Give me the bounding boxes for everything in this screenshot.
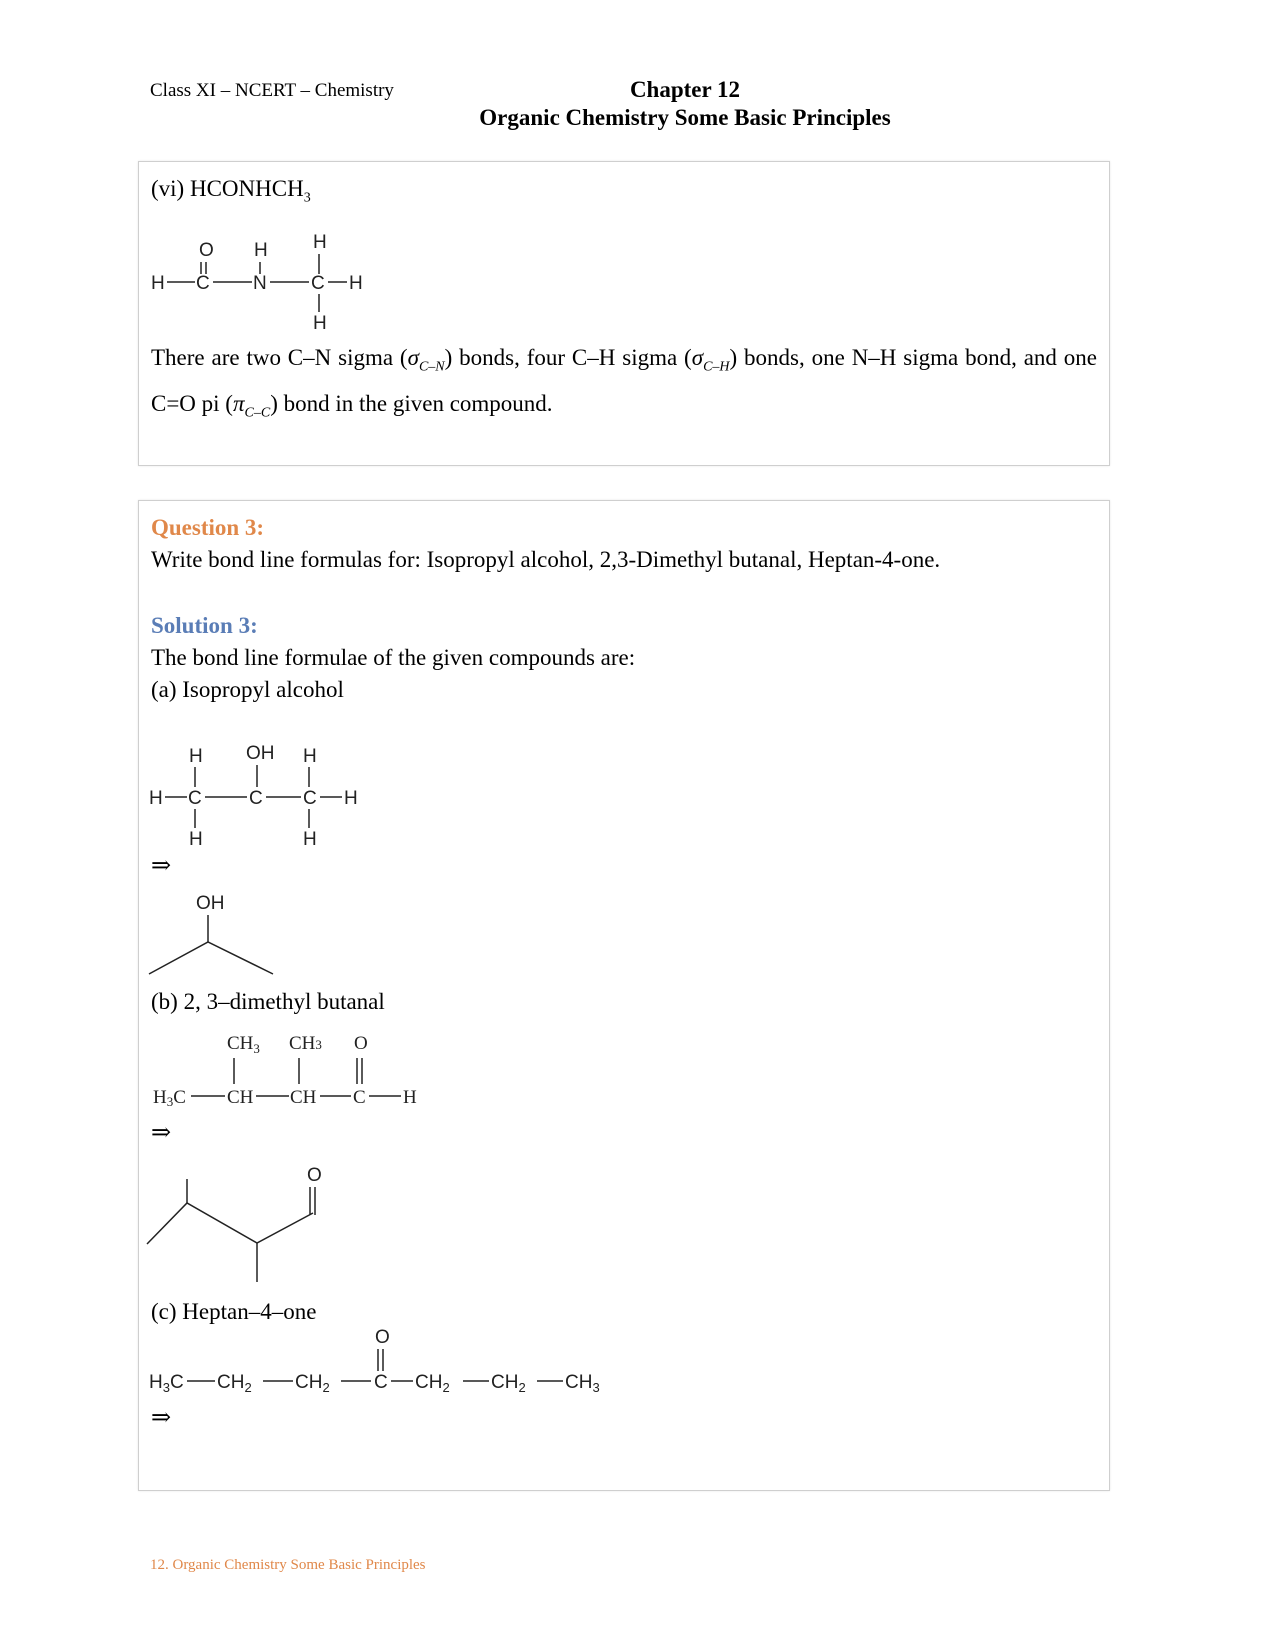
solution-title: Solution 3: <box>151 613 258 638</box>
svg-text:CH3: $CH_3$ <box>227 1033 260 1056</box>
svg-text:CH2: $CH_2$ <box>491 1372 526 1395</box>
svg-text:OH: OH <box>246 743 275 764</box>
svg-text:CH2: $CH_2$ <box>295 1372 330 1395</box>
svg-text:H: H <box>149 788 163 809</box>
part-c-label: (c) Heptan–4–one <box>151 1299 317 1324</box>
structural-formula-hconhch3 <box>139 162 1109 342</box>
svg-text:CH: CH <box>227 1087 254 1108</box>
svg-text:H: H <box>313 313 327 334</box>
svg-text:H: H <box>349 273 363 294</box>
arrow-b: ⇒ <box>151 1120 172 1146</box>
question-text: Write bond line formulas for: Isopropyl alcohol, 2,3-Dimethyl butanal, Heptan-4-one. <box>151 547 941 572</box>
question-title: Question 3: <box>151 515 265 540</box>
compound-label-vi: (vi) $HCONHCH_3$ <box>151 176 311 206</box>
header-left: Class XI – NCERT – Chemistry <box>150 80 394 101</box>
svg-text:C: C <box>374 1372 388 1393</box>
svg-text:H3C: $H_3C$ <box>149 1372 184 1395</box>
arrow-a: ⇒ <box>151 853 172 879</box>
svg-text:H: H <box>303 746 317 767</box>
svg-text:N: N <box>253 273 267 294</box>
bond-description: There are two C–N sigma $(\sigma_{C-N})$ bonds, four C–H sigma $(\sigma_{C-H})$ bonds, one N–H sigma bond, and one C=O pi $(\pi_{C-C})$ bond in the given compound. <box>151 345 1097 421</box>
svg-text:C: C <box>353 1087 366 1108</box>
question-3-box <box>138 500 1110 1491</box>
svg-text:CH3: CH3 <box>289 1033 322 1054</box>
footer: 12. Organic Chemistry Some Basic Principles <box>150 1557 426 1573</box>
part-a-label: (a) Isopropyl alcohol <box>151 677 344 702</box>
svg-text:CH: CH <box>290 1087 317 1108</box>
svg-text:O: O <box>307 1165 322 1186</box>
svg-text:H: H <box>151 273 165 294</box>
svg-text:OH: OH <box>196 893 225 914</box>
svg-text:O: O <box>375 1327 390 1348</box>
chapter-subtitle: Organic Chemistry Some Basic Principles <box>479 105 891 130</box>
svg-text:H: H <box>313 232 327 253</box>
part-b-label: (b) 2, 3–dimethyl butanal <box>151 989 385 1014</box>
svg-text:H: H <box>254 240 268 261</box>
svg-text:CH2: $CH_2$ <box>217 1372 252 1395</box>
svg-text:C: C <box>196 273 210 294</box>
svg-text:O: O <box>199 240 214 261</box>
answer-box-vi <box>138 161 1110 466</box>
chapter-title: Chapter 12 <box>629 77 741 102</box>
svg-text:H: H <box>344 788 358 809</box>
svg-text:CH3: $CH_3$ <box>565 1372 600 1395</box>
svg-text:O: O <box>354 1033 368 1054</box>
header-right <box>440 76 930 132</box>
svg-text:C: C <box>311 273 325 294</box>
svg-text:C: C <box>249 788 263 809</box>
svg-text:C: C <box>303 788 317 809</box>
svg-text:H3C: H3C <box>153 1087 186 1109</box>
svg-text:H: H <box>303 829 317 850</box>
svg-text:H: H <box>403 1087 417 1108</box>
arrow-c: ⇒ <box>151 1405 172 1431</box>
solution-intro: The bond line formulae of the given compounds are: <box>151 645 636 670</box>
svg-text:CH2: $CH_2$ <box>415 1372 450 1395</box>
svg-text:H: H <box>189 829 203 850</box>
svg-text:C: C <box>188 788 202 809</box>
svg-text:H: H <box>189 746 203 767</box>
